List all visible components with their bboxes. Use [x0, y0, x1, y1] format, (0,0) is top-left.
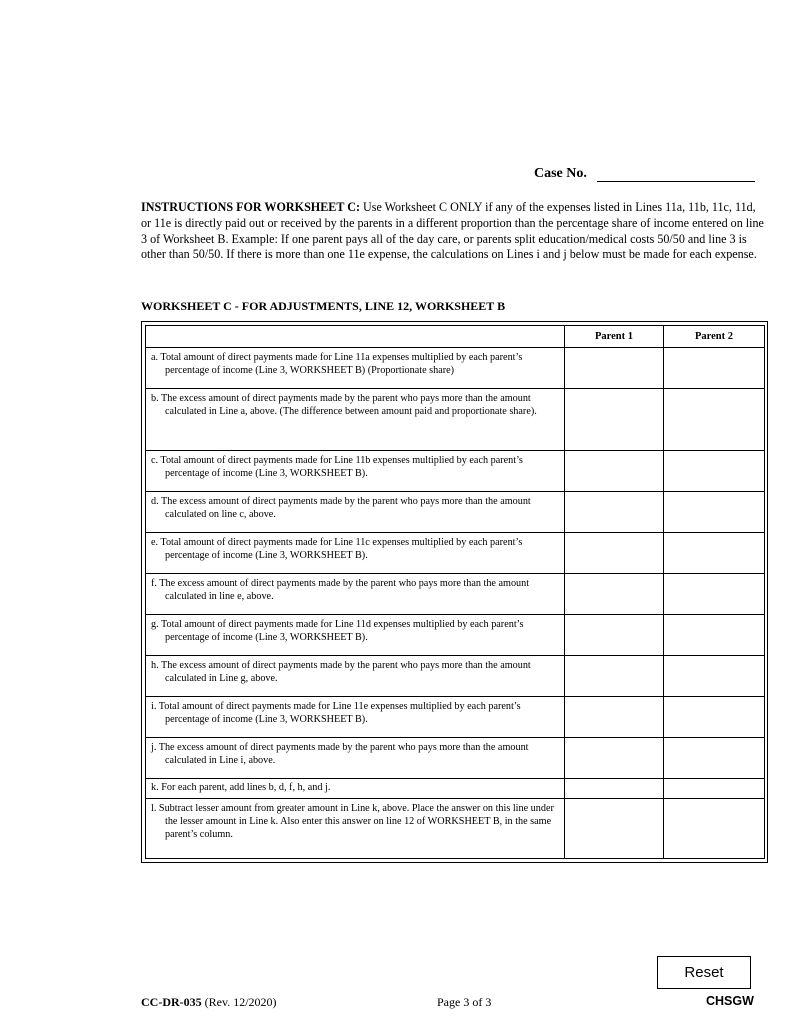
row-f-description: [146, 574, 565, 615]
worksheet-table-frame: [141, 321, 768, 863]
row-c-text: c. Total amount of direct payments made for Line 11b expenses multiplied by each parent’s percentage of income (Line 3, WORKSHEET B).: [151, 455, 523, 480]
row-g-parent-2-input[interactable]: [664, 615, 765, 656]
row-d-description: [146, 492, 565, 533]
row-g-parent-1-input[interactable]: [565, 615, 664, 656]
row-l-parent-1-input[interactable]: [565, 799, 664, 859]
row-b-text: b. The excess amount of direct payments made by the parent who pays more than the amount calculated in Line a, above. (The difference between amount paid and proportionate share).: [151, 393, 537, 418]
table-row: [146, 389, 765, 451]
row-e-parent-2-input[interactable]: [664, 533, 765, 574]
row-l-text: l. Subtract lesser amount from greater amount in Line k, above. Place the answer on this line under the lesser amount in Line k. Also enter this answer on line 12 of WORKSHEET B, in the same parent’s column.: [151, 803, 554, 841]
row-k-parent-2-input[interactable]: [664, 779, 765, 799]
row-g-text: g. Total amount of direct payments made for Line 11d expenses multiplied by each parent’s percentage of income (Line 3, WORKSHEET B).: [151, 619, 524, 644]
header-blank-cell: [146, 326, 565, 348]
row-c-parent-2-input[interactable]: [664, 451, 765, 492]
instructions-block: [141, 200, 767, 263]
row-h-parent-1-input[interactable]: [565, 656, 664, 697]
instructions-body: Use Worksheet C ONLY if any of the expenses listed in Lines 11a, 11b, 11c, 11d, or 11e is directly paid out or received by the parents in a different proportion than the percentage share of income entered on line 3 of Worksheet B. Example: If one parent pays all of the day care, or parents split education/medical costs 50/50 and line 3 is other than 50/50. If there is more than one 11e expense, the calculations on Lines i and j below must be made for each expense.: [141, 200, 764, 262]
form-code: CHSGW: [706, 994, 754, 1008]
row-d-parent-2-input[interactable]: [664, 492, 765, 533]
row-k-description: [146, 779, 565, 799]
row-l-parent-2-input[interactable]: [664, 799, 765, 859]
row-l-description: [146, 799, 565, 859]
row-d-text: d. The excess amount of direct payments made by the parent who pays more than the amount calculated on line c, above.: [151, 496, 531, 521]
form-id: [141, 995, 277, 1010]
table-row: [146, 615, 765, 656]
form-id-code: CC-DR-035: [141, 995, 202, 1009]
header-parent-1: Parent 1: [565, 326, 664, 348]
table-row: [146, 656, 765, 697]
row-a-text: a. Total amount of direct payments made for Line 11a expenses multiplied by each parent’s percentage of income (Line 3, WORKSHEET B) (Proportionate share): [151, 352, 523, 377]
row-f-parent-1-input[interactable]: [565, 574, 664, 615]
row-j-text: j. The excess amount of direct payments made by the parent who pays more than the amount calculated in Line i, above.: [151, 742, 529, 767]
case-number-input-line[interactable]: [597, 168, 755, 182]
row-j-description: [146, 738, 565, 779]
header-parent-2: Parent 2: [664, 326, 765, 348]
row-b-description: [146, 389, 565, 451]
case-number-field: [534, 166, 755, 182]
table-header-row: [146, 326, 765, 348]
row-h-parent-2-input[interactable]: [664, 656, 765, 697]
instructions-heading: INSTRUCTIONS FOR WORKSHEET C:: [141, 200, 360, 214]
reset-button[interactable]: Reset: [657, 956, 751, 989]
row-e-description: [146, 533, 565, 574]
page-number: Page 3 of 3: [437, 995, 492, 1009]
table-row: [146, 451, 765, 492]
row-c-parent-1-input[interactable]: [565, 451, 664, 492]
row-j-parent-2-input[interactable]: [664, 738, 765, 779]
row-h-text: h. The excess amount of direct payments made by the parent who pays more than the amount calculated in Line g, above.: [151, 660, 531, 685]
table-row: [146, 697, 765, 738]
row-i-description: [146, 697, 565, 738]
case-number-label: Case No.: [534, 166, 587, 181]
row-e-parent-1-input[interactable]: [565, 533, 664, 574]
row-f-text: f. The excess amount of direct payments made by the parent who pays more than the amount calculated in line e, above.: [151, 578, 530, 603]
row-i-parent-2-input[interactable]: [664, 697, 765, 738]
table-row: [146, 574, 765, 615]
row-a-parent-1-input[interactable]: [565, 348, 664, 389]
row-k-text: k. For each parent, add lines b, d, f, h, and j.: [151, 782, 331, 793]
table-row: [146, 779, 765, 799]
row-i-parent-1-input[interactable]: [565, 697, 664, 738]
table-row: [146, 492, 765, 533]
table-row: [146, 533, 765, 574]
row-f-parent-2-input[interactable]: [664, 574, 765, 615]
row-j-parent-1-input[interactable]: [565, 738, 664, 779]
row-i-text: i. Total amount of direct payments made for Line 11e expenses multiplied by each parent’s percentage of income (Line 3, WORKSHEET B).: [151, 701, 521, 726]
table-row: [146, 799, 765, 859]
table-row: [146, 348, 765, 389]
table-row: [146, 738, 765, 779]
worksheet-table: [145, 325, 765, 859]
row-d-parent-1-input[interactable]: [565, 492, 664, 533]
row-b-parent-2-input[interactable]: [664, 389, 765, 451]
row-g-description: [146, 615, 565, 656]
row-h-description: [146, 656, 565, 697]
row-c-description: [146, 451, 565, 492]
row-e-text: e. Total amount of direct payments made for Line 11c expenses multiplied by each parent’s percentage of income (Line 3, WORKSHEET B).: [151, 537, 523, 562]
row-a-parent-2-input[interactable]: [664, 348, 765, 389]
row-a-description: [146, 348, 565, 389]
row-k-parent-1-input[interactable]: [565, 779, 664, 799]
form-revision: (Rev. 12/2020): [204, 995, 277, 1009]
row-b-parent-1-input[interactable]: [565, 389, 664, 451]
worksheet-title: WORKSHEET C - FOR ADJUSTMENTS, LINE 12, WORKSHEET B: [141, 299, 506, 313]
